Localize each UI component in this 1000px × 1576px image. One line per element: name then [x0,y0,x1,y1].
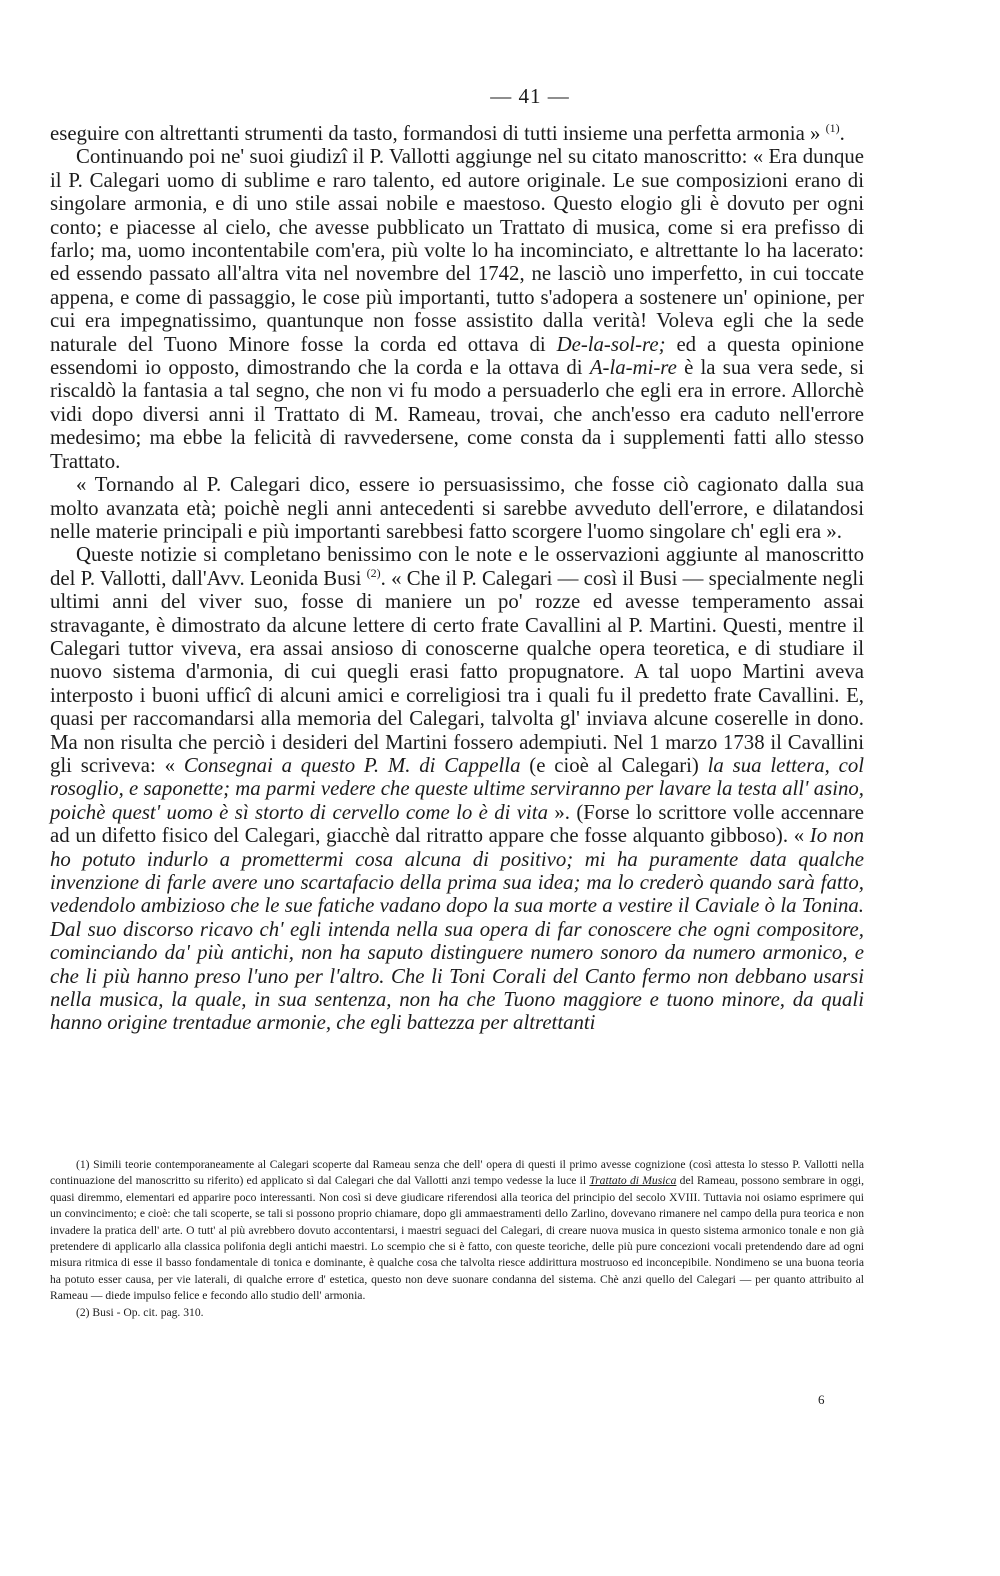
main-text [50,122,864,1035]
italic-text: Trattato di Musica [589,1174,677,1188]
italic-text: A-la-mi-re [589,356,677,380]
signature-mark: 6 [818,1392,825,1407]
text-run: . [839,122,845,145]
footnote-ref: (1) [825,121,840,136]
text-run: è la sua vera sede, si riscaldò la fantasia a tal segno, che non vi fu modo a persuaderlo che egli era in errore. Allorchè vidi dopo diversi anni il Trattato di M. Rameau, trovai, che anch'esso era caduto nell'errore medesimo; ma ebbe la felicità di ravvedersene, come consta da i supplementi fatti allo stesso Trattato. [50,356,864,473]
text-run: ed a questa opinione essendomi io opposto, dimostrando che la corda e la ottava di [50,332,864,380]
page-number: — 41 — [490,84,570,108]
text-run: . « Che il P. Calegari — così il Busi — specialmente negli ultimi anni del viver suo, fosse di maniere un po' rozze ed avesse temperamento assai stravagante, è dimostrato da alcune lettere di certo frate Cavallini al P. Martini. Questi, mentre il Calegari tuttor viveva, era assai ansioso di conoscerne qualche opera teoretica, e di studiare il nuovo sistema d'armonia, di cui quegli erasi fatto propugnatore. A tal uopo Martini aveva interposto i buoni ufficî di alcuni amici e correligiosi tra i quali fu il predetto frate Cavallini. E, quasi per raccomandarsi alla memoria del Calegari, talvolta gl' inviava alcune coserelle in dono. Ma non risulta che perciò i desideri del Martini fossero adempiuti. Nel 1 marzo 1738 il Cavallini gli scriveva: « [50,566,864,777]
footnote-ref: (2) [366,565,381,580]
paragraph-1 [50,122,864,145]
text-run: Continuando poi ne' suoi giudizî il P. Vallotti aggiunge nel su citato manoscritto: « Era dunque il P. Calegari uomo di sublime e raro talento, ed autore originale. Le sue composizioni erano di singolare armonia, e di uno stile assai nobile e maestoso. Questo elogio gli è dovuto per ogni conto; e piacesse al cielo, che avesse pubblicato un Trattato di musica, come si era prefisso di farlo; ma, uomo incontentabile com'era, più volte lo ha incominciato, e altrettante lo ha lacerato: ed essendo passato all'altra vita nel novembre del 1742, ne lasciò uno imperfetto, in cui toccate appena, e come di passaggio, le cose più importanti, tutto s'adopera a sostenere un' opinione, per cui era impegnatissimo, quantunque non fosse assistito dalla verità! Voleva egli che la sede naturale del Tuono Minore fosse la corda ed ottava di [50,145,864,356]
text-run: (2) Busi - Op. cit. pag. 310. [76,1305,204,1319]
text-run: del Rameau, possono sembrare in oggi, quasi diremmo, elementari ed apparire poco interessanti. Non così si deve giudicare riferendosi alla teorica del principio del secolo XVIII. Tuttavia noi osiamo esprimere qui un convincimento; e cioè: che tali scoperte, se tali si possono proprio chiamare, dopo gli ammaestramenti dello Zarlino, dovevano rimanere nel campo della pura teorica e non invadere la pratica dell' arte. O tutt' al più avrebbero dovuto accontentarsi, i maestri seguaci del Calegari, di creare nuova musica in questo sistema armonico tonale e non già pretendere di applicarlo alla classica polifonia degli antichi maestri. Lo scempio che si è fatto, con queste teoriche, delle più pure concezioni vocali pretendendo dare ad ogni misura ritmica di esse il basso fondamentale di tonica e dominante, è qualche cosa che talvolta riesce addirittura mostruoso ed inconcepibile. Nondimeno se una buona teoria ha potuto esser causa, per vie laterali, di qualche errore d' estetica, questo non deve suonare condanna del sistema. Chè anzi quello del Calegari — per quanto attribuito al Rameau — diede impulso felice e fecondo allo studio dell' armonia. [50,1174,864,1303]
text-run: (1) Simili teorie contemporaneamente al Calegari scoperte dal Rameau senza che dell' opera di questi il primo avesse cognizione (così attesta lo stesso P. Vallotti nella continuazione del manoscritto su riferito) ed applicato sì dal Calegari che dal Vallotti anzi tempo vedesse la luce il [50,1158,864,1188]
text-run: eseguire con altrettanti strumenti da tasto, formandosi di tutti insieme una perfetta armonia » [50,122,826,145]
footnote-1 [50,1157,864,1305]
italic-text: Io non ho potuto indurlo a promettermi cosa alcuna di positivo; mi ha puramente data qualche invenzione di farle avere uno scartafacio della prima sua idea; ma lo crederò quando sarà fatto, vedendolo ambizioso che le sue fatiche vadano dopo la sua morte a vestire il Caviale ò la Tonina. Dal suo discorso ricavo ch' egli intenda nella sua opera di far conoscere che ogni compositore, cominciando da' più antichi, non ha saputo distinguere numero sonoro da numero armonico, e che li più hanno preso l'uno per l'altro. Che li Toni Corali del Canto fermo non debbano usarsi nella musica, la quale, in sua sentenza, non ha che Tuono maggiore e tuono minore, da quali hanno origine trentadue armonie, che egli battezza per altrettanti [50,824,865,1035]
text-run: ». (Forse lo scrittore volle accennare ad un difetto fisico del Calegari, giacchè dal ritratto appare che fosse alquanto gibboso). « [50,800,864,848]
paragraph-3 [50,473,864,543]
italic-text: la sua lettera, col rosoglio, e saponette; ma parmi vedere che queste ultime serviranno per lavare la testa all' asino, poichè quest' uomo è sì storto di cervello come lo è di vita [50,753,865,824]
text-run: « Tornando al P. Calegari dico, essere io persuasissimo, che fosse ciò cagionato dalla sua molto avanzata età; poichè negli anni antecedenti si sarebbe avveduto dell'errore, e dilatandosi nelle materie principali e più importanti sarebbesi fatto scorgere l'uomo singolare ch' egli era ». [50,473,864,543]
italic-text: Consegnai a questo P. M. di Cappella [183,753,521,777]
footnote-2 [50,1305,864,1321]
text-run: (e cioè al Calegari) [520,753,708,777]
paragraph-2 [50,145,864,473]
italic-text: De-la-sol-re; [556,332,666,356]
footnotes [50,1157,864,1321]
paragraph-4 [50,543,864,1035]
text-run: Queste notizie si completano benissimo con le note e le osservazioni aggiunte al manoscritto del P. Vallotti, dall'Avv. Leonida Busi [50,543,864,590]
